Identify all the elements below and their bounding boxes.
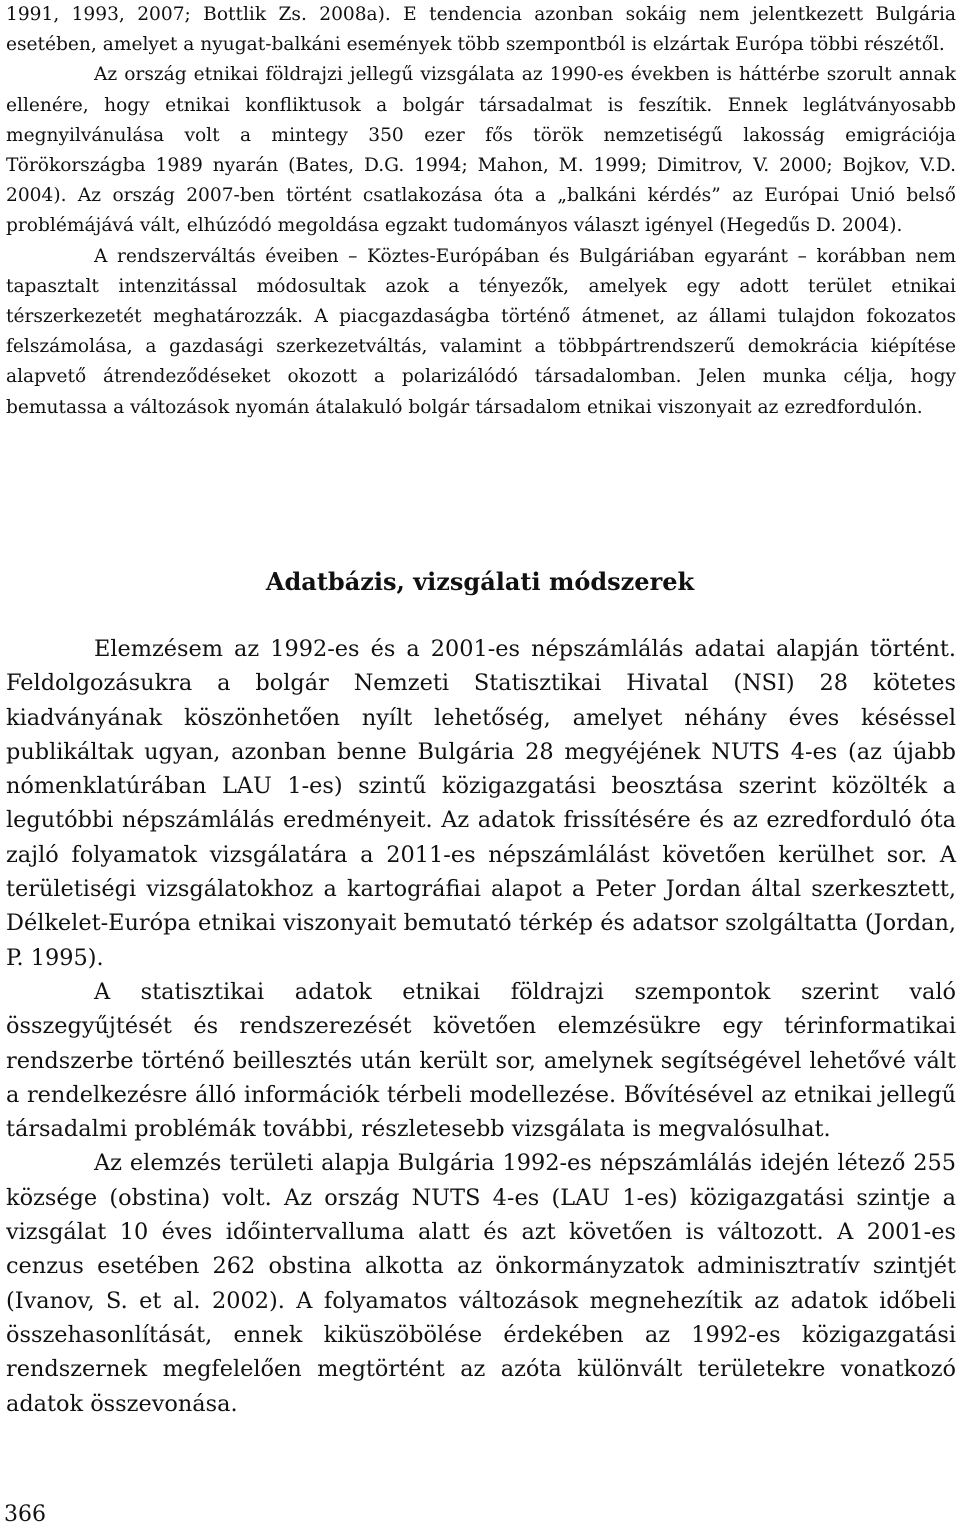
intro-paragraph-3: A rendszerváltás éveiben – Köztes-Európában és Bulgáriában egyaránt – korábban nem tapasztalt intenzitással módosultak azok a tényezők, amelyek egy adott terület etnikai térszerkezetét meghatározzák. A piacgazdaságba történő átmenet, az állami tulajdon fokozatos felszámolása, a gazdasági szerkezetváltás, valamint a többpártrendszerű demokrácia kiépítése alapvető átrendeződéseket okozott a polarizálódó társadalomban. Jelen munka célja, hogy bemutassa a változások nyomán átalakuló bolgár társadalom etnikai viszonyait az ezredfordulón. xyxy=(6,245,956,418)
methods-paragraph-3: Az elemzés területi alapja Bulgária 1992-es népszámlálás idején létező 255 községe (obstina) volt. Az ország NUTS 4-es (LAU 1-es) közigazgatási szintje a vizsgálat 10 éves időintervalluma alatt és azt követően is változott. A 2001-es cenzus esetében 262 obstina alkotta az önkormányzatok adminisztratív szintjét (Ivanov, S. et al. 2002). A folyamatos változások megnehezítik az adatok időbeli összehasonlítását, ennek kiküszöbölése érdekében az 1992-es közigazgatási rendszernek megfelelően megtörtént az azóta különvált területekre vonatkozó adatok összevonása. xyxy=(6,1150,956,1417)
intro-section xyxy=(6,0,956,423)
methods-paragraph-2: A statisztikai adatok etnikai földrajzi szempontok szerint való összegyűjtését és rendszerezését követően elemzésükre egy térinformatikai rendszerbe történő beillesztés után került sor, amelynek segítségével lehetővé vált a rendelkezésre álló információk térbeli modellezése. Bővítésével az etnikai jellegű társadalmi problémák további, részletesebb vizsgálata is megvalósulhat. xyxy=(6,978,956,1143)
methods-paragraph-1: Elemzésem az 1992-es és a 2001-es népszámlálás adatai alapján történt. Feldolgozásukra a bolgár Nemzeti Statisztikai Hivatal (NSI) 28 kötetes kiadványának köszönhetően nyílt lehetőség, amelyet néhány éves késéssel publikáltak ugyan, azonban benne Bulgária 28 megyéjének NUTS 4-es (az újabb nómenklatúrában LAU 1-es) szintű közigazgatási beosztása szerint közölték a legutóbbi népszámlálás eredményeit. Az adatok frissítésére és az ezredforduló óta zajló folyamatok vizsgálatára a 2011-es népszámlálást követően kerülhet sor. A területiségi vizsgálatokhoz a kartográfiai alapot a Peter Jordan által szerkesztett, Délkelet-Európa etnikai viszonyait bemutató térkép és adatsor szolgáltatta (Jordan, P. 1995). xyxy=(6,636,956,971)
methods-section xyxy=(6,632,956,1421)
intro-paragraph-1: 1991, 1993, 2007; Bottlik Zs. 2008a). E tendencia azonban sokáig nem jelentkezett Bulgária esetében, amelyet a nyugat-balkáni események több szempontból is elzártak Európa többi részétől. xyxy=(6,4,956,56)
intro-paragraph-2: Az ország etnikai földrajzi jellegű vizsgálata az 1990-es években is háttérbe szorult annak ellenére, hogy etnikai konfliktusok a bolgár társadalmat is feszítik. Ennek leglátványosabb megnyilvánulása volt a mintegy 350 ezer fős török nemzetiségű lakosság emigrációja Törökországba 1989 nyarán (Bates, D.G. 1994; Mahon, M. 1999; Dimitrov, V. 2000; Bojkov, V.D. 2004). Az ország 2007-ben történt csatlakozása óta a „balkáni kérdés” az Európai Unió belső problémájává vált, elhúzódó megoldása egzakt tudományos választ igényel (Hegedűs D. 2004). xyxy=(6,64,956,237)
section-heading: Adatbázis, vizsgálati módszerek xyxy=(265,567,695,596)
page-number: 366 xyxy=(4,1502,46,1527)
